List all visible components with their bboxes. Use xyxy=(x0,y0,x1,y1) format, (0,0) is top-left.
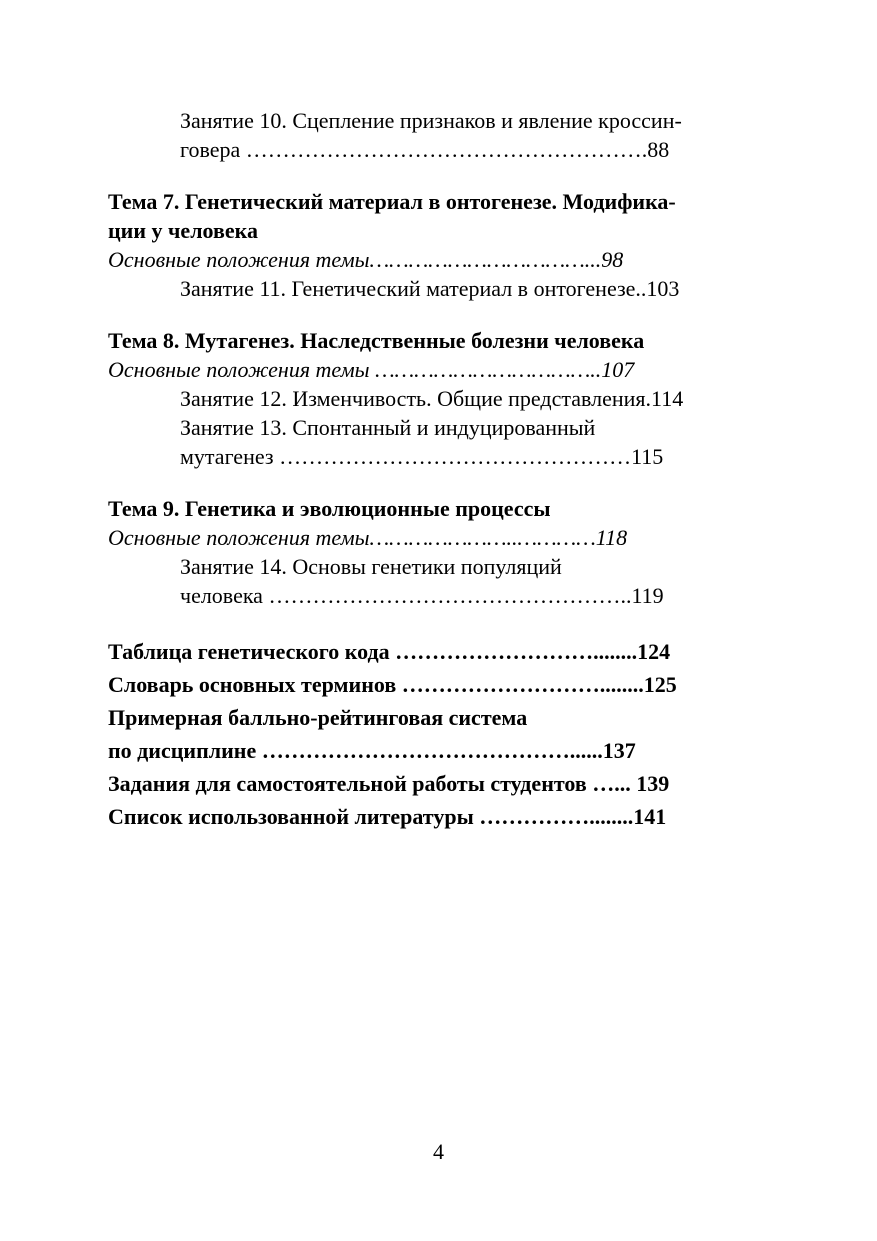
toc-references: Список использованной литературы ……………........141 xyxy=(108,804,667,829)
toc-lesson-14-line-2: человека …………………………………………..119 xyxy=(180,583,664,608)
page-number: 4 xyxy=(433,1139,444,1164)
toc-topic-9-title: Тема 9. Генетика и эволюционные процессы xyxy=(108,496,551,521)
toc-topic-8-title: Тема 8. Мутагенез. Наследственные болезни человека xyxy=(108,328,645,353)
toc-lesson-11: Занятие 11. Генетический материал в онтогенезе..103 xyxy=(180,276,680,301)
toc-lesson-12: Занятие 12. Изменчивость. Общие представления.114 xyxy=(180,386,684,411)
toc-rating-system-line-1: Примерная балльно-рейтинговая система xyxy=(108,705,528,730)
toc-lesson-10-line-1: Занятие 10. Сцепление признаков и явление кроссин- xyxy=(180,108,682,133)
toc-student-tasks: Задания для самостоятельной работы студентов …... 139 xyxy=(108,771,670,796)
toc-lesson-14-line-1: Занятие 14. Основы генетики популяций xyxy=(180,554,562,579)
toc-topic-7-title-line-2: ции у человека xyxy=(108,218,258,243)
toc-genetic-code-table: Таблица генетического кода ………………………........124 xyxy=(108,639,671,664)
toc-topic-8-main-provisions: Основные положения темы ……………………………..107 xyxy=(108,357,635,382)
toc-lesson-10-line-2: говера ……………………………………………….88 xyxy=(180,137,670,162)
toc-glossary: Словарь основных терминов ………………………........125 xyxy=(108,672,677,697)
toc-lesson-13-line-1: Занятие 13. Спонтанный и индуцированный xyxy=(180,415,596,440)
toc-topic-9-main-provisions: Основные положения темы…………………..…………118 xyxy=(108,525,628,550)
toc-lesson-13-line-2: мутагенез …………………………………………115 xyxy=(180,444,664,469)
toc-rating-system-line-2: по дисциплине ……………………………………......137 xyxy=(108,738,636,763)
table-of-contents xyxy=(108,106,768,831)
toc-topic-7-title-line-1: Тема 7. Генетический материал в онтогенезе. Модифика- xyxy=(108,189,676,214)
toc-topic-7-main-provisions: Основные положения темы……………………………...98 xyxy=(108,247,624,272)
